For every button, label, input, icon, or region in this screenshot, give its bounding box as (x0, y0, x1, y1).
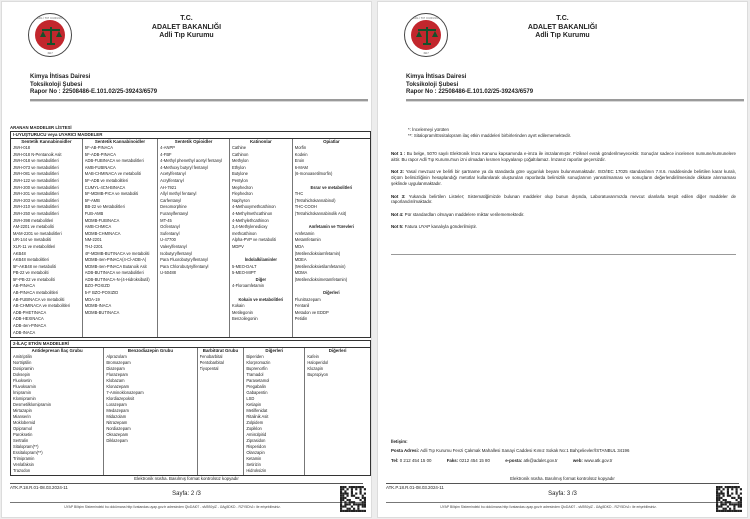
medicines-table-columns (10, 348, 371, 476)
substance-item: 5F-ADB ve metabolitleri (84, 177, 129, 183)
substance-item: ADB-INACA (13, 329, 36, 335)
substance-item: ADB-4en-PINACA (13, 323, 47, 329)
substance-item: Petidin (294, 316, 308, 322)
column-header: Sentetik Opioidler (174, 138, 213, 144)
letterhead-institution: Adli Tıp Kurumu (159, 32, 214, 40)
substance-item: Ketiapin (246, 402, 262, 408)
department-block (406, 74, 533, 97)
substance-item: AB-FUBINACA ve metaboliti (13, 296, 65, 302)
substance-item: Ethylon (231, 164, 246, 170)
report-no-line: Rapor No : 22508486-E.101.02/25-39243/6579 (406, 89, 534, 96)
note-label: Not 2: (391, 169, 406, 175)
substance-item: Carfentanyl (160, 197, 182, 203)
substance-item: Diazepam (106, 366, 125, 372)
substance-item: Metilegonin (231, 309, 253, 315)
note-paragraph: Not 5: Fatura UYAP kanalıyla gönderilmiştir. (391, 224, 477, 230)
note-label: Not 4: (391, 211, 405, 217)
substance-item: MDEA (294, 257, 307, 263)
substance-item: JWH-073 ve metabolitleri (13, 164, 59, 170)
table-column (230, 139, 293, 338)
substance-item: Flunitrazepam (294, 296, 321, 302)
substance-item: 3,4-Methylenedioxy (231, 224, 268, 230)
substance-item: Setirizin (246, 462, 261, 468)
substance-item: 4F-MDMB-BUTINACA ve metaboliti (84, 250, 150, 256)
substance-item: Risperidon (246, 444, 266, 450)
substance-item: 5-MEO-MIPT (231, 270, 257, 276)
substance-item: JWH-210 ve metabolitleri (13, 204, 59, 210)
substance-item: JWH-018 N-Pentanoik Asit (13, 151, 62, 157)
substance-item: MT-45 (160, 217, 172, 223)
footnotes (408, 127, 571, 139)
page-number: Sayfa: 2 /3 (172, 491, 201, 497)
department-line-1: Kimya İhtisas Dairesi (30, 74, 91, 80)
substance-item: Desomorphine (160, 204, 187, 210)
substance-item: Valerylfentanyl (160, 243, 187, 249)
substance-item: Klomipramin (13, 396, 36, 402)
substance-item: Eroin (294, 158, 305, 164)
substance-item: Mirtazapin (13, 408, 32, 414)
substance-item: ADB-HEXINACA (13, 316, 44, 322)
note-paragraph: Not 4: Pür standardları olmayan maddelere miktar verilememektedir. (391, 211, 525, 217)
substance-item: 5F-AMB (84, 197, 100, 203)
substance-item: Diğer (255, 276, 267, 282)
substance-item: Mianserin (13, 414, 31, 420)
table-column (158, 139, 230, 338)
footer-rule-bottom (386, 502, 739, 503)
contact-tel-label: Tel: (391, 458, 399, 463)
substance-item: Kafein (307, 354, 319, 360)
narcotics-table-columns (10, 139, 371, 339)
substance-item: Furanylfentanyl (160, 210, 189, 216)
substance-item: Nitrazepam (106, 420, 128, 426)
substance-item: Klordiazepoksit (106, 396, 135, 402)
substance-item: İndolalkilaminler (244, 257, 278, 263)
substance-item: Flephedron (231, 191, 253, 197)
substance-item: BZO-POXIZD (84, 283, 110, 289)
substance-item: Methylon (231, 158, 249, 164)
substance-item: MDMA (294, 270, 308, 276)
substance-item: MDMB-CHMINACA (84, 230, 121, 236)
substance-item: Amisülpirid (246, 432, 267, 438)
substance-item: CUMYL-4CN-BINACA (84, 184, 126, 190)
substance-item: U-47700 (160, 237, 176, 243)
substance-item: NM-2201 (84, 237, 102, 243)
substance-item: THJ-2201 (84, 243, 103, 249)
substance-item: Midazolam (106, 414, 127, 420)
substance-item: MDMB-4en-PINACA Butanoik Asit (84, 263, 147, 269)
letterhead-ministry: ADALET BAKANLIĞI (151, 23, 222, 31)
uyap-verification-line: UYAP Bilişim Sistemindeki bu dokümana http://vatandas.uyap.gov.tr adresinden QlcDAI07 - sM59JyiZ - lJAg5DKD - RZY5DhJ= ile erişebilirsiniz. (64, 505, 281, 509)
contact-tel: 0 212 454 15 00 (399, 458, 432, 463)
substance-item: JWH-201 ve metabolitleri (13, 191, 59, 197)
substance-item: Bromazepam (106, 360, 131, 366)
substance-item: Isobutyrylfentanyl (160, 250, 193, 256)
substance-item: 5-MEO-DALT (231, 263, 257, 269)
table-column (11, 139, 83, 338)
notes-block (391, 151, 736, 237)
substance-item: 4-Methoxymethcathinon (231, 204, 276, 210)
column-header: Barbitürat Grubu (202, 347, 239, 353)
substance-item: Hidroksizin (246, 468, 267, 474)
column-header: Diğerleri (265, 347, 284, 353)
substance-item: 4-Methyl phenethyl acetyl fentanyl (160, 158, 223, 164)
substance-item: Ocfentanyl (160, 224, 180, 230)
substance-item: 4-Methoxy butyryl fentanyl (160, 164, 208, 170)
substance-item: MDMB-4en-PINACA(4-Cl-ADB-A) (84, 257, 147, 263)
substance-item: Benzoilegonin (231, 316, 258, 322)
department-block (30, 74, 157, 97)
note-label: Not 5: (391, 224, 405, 230)
substance-item: 4-ANPP (160, 145, 175, 150)
substance-item: AMB-FUBINACA (84, 164, 116, 170)
substance-item: Butylone (231, 171, 248, 177)
header-rule (406, 99, 744, 102)
uyap-verification-line: UYAP Bilişim Sistemindeki bu dokümana http://vatandas.uyap.gov.tr adresinden QlcDAI07 - sM59JyiZ - lJAg5DKD - RZY5DhJ= ile erişebilirsiniz. (440, 505, 657, 509)
substance-item: Allyl methyl fentanyl (160, 191, 197, 197)
substance-item: Olanzapin (246, 450, 265, 456)
letterhead-tc: T.C. (556, 15, 569, 22)
substance-item: JWH-203 ve metabolitleri (13, 197, 59, 203)
notes-rule (391, 254, 736, 255)
report-no-line: Rapor No : 22508486-E.101.02/25-39243/6579 (30, 89, 158, 96)
substance-item: ADB-PHETINACA (13, 309, 47, 315)
logo-year: 1917 (47, 51, 53, 55)
substance-item: ADB-BUTINACA ve metabolitleri (84, 270, 144, 276)
substance-item: Zolpidem (246, 420, 264, 426)
substance-item: Pentylon (231, 177, 248, 183)
substance-item: JWH-018 (13, 145, 31, 150)
letterhead-tc: T.C. (180, 15, 193, 22)
substance-item: Tiyopental (199, 366, 219, 372)
substance-item: Pregabalin (246, 384, 266, 390)
footnote-single-star: *: İncelemeyi yürüten (408, 127, 449, 132)
substance-item: AB-PINACA metabolitleri (13, 290, 59, 296)
substance-item: Biperiden (246, 354, 264, 360)
substance-item: 5F-MDMB-PICA ve metaboliti (84, 191, 139, 197)
table-column (83, 139, 158, 338)
substance-item: Oksazepam (106, 432, 129, 438)
contact-address-label: Posta Adresi: (391, 448, 420, 453)
substance-item: Cathinon (231, 151, 249, 157)
column-header: Diğerleri (328, 347, 347, 353)
substance-item: Ritalinik Asit (246, 414, 269, 420)
column-header: Benzodiazepin Grubu (127, 347, 174, 353)
substance-item: Metilfenidat (246, 408, 268, 414)
column-header: Sentetik Kannabinoidler (21, 138, 72, 144)
letterhead-ministry: ADALET BAKANLIĞI (527, 23, 598, 31)
substance-item: Mephedron (231, 184, 253, 190)
substance-item: Medazepam (106, 408, 129, 414)
substance-item: 4-Methylmethcathinon (231, 210, 273, 216)
substance-item: Kokain (231, 303, 245, 309)
table-column (198, 348, 245, 475)
substance-item: BB-22 ve Metabolitleri (84, 204, 125, 210)
substance-item: (Tetrahidrokannabinolik Asit) (294, 210, 347, 216)
contact-web-label: web: (572, 458, 583, 463)
substance-item: AB-PINACA (13, 283, 36, 289)
substance-item: Zopiklon (246, 426, 262, 432)
table-column (11, 348, 104, 475)
substance-item: Klorpromazin (246, 360, 271, 366)
document-code: ATK.P.18.R.01-08.03.2024-11 (386, 485, 444, 490)
substance-item: LSD (246, 396, 255, 402)
substance-item: THC-COOH (294, 204, 317, 210)
substance-item: Fenobarbital (199, 354, 223, 360)
substance-item: MDA-19 (84, 296, 100, 302)
contact-fax-label: Faks: (446, 458, 459, 463)
report-page-3 (377, 1, 748, 518)
substance-item: Ziprasidon (246, 438, 266, 444)
department-line-2: Toksikoloji Şubesi (30, 81, 83, 88)
substance-item: MAB-CHMINACA ve metaboliti (84, 171, 141, 177)
substance-item: Flurazepam (106, 372, 128, 378)
substance-item: JWH-018 ve metabolitleri (13, 158, 59, 164)
substance-item: Klonazepam (106, 384, 130, 390)
narcotics-table-title: I-UYUŞTURUCU veya UYARICI MADDELER (10, 131, 371, 139)
logo-ring-text: ADLİ TIP KURUMU (37, 15, 63, 20)
substance-item: Acrylfentanyl (160, 177, 184, 183)
substance-item: Metamfetamin (294, 237, 321, 243)
substance-item: AM-2201 ve metaboliti (13, 224, 54, 230)
header-rule (30, 99, 368, 102)
substance-item: Tramadol (246, 372, 264, 378)
column-header: Sentetik Kannabinoidler (94, 138, 146, 144)
substance-item: (6-monoasetilmorfin) (294, 171, 333, 177)
medicines-table (10, 340, 371, 476)
letterhead (378, 15, 747, 41)
substance-item: Kodein (294, 151, 308, 157)
datamatrix-code-icon (716, 486, 742, 512)
table-column (104, 348, 197, 475)
substance-item: methcathinon (231, 230, 257, 236)
substance-item: Acetylfentanyl (160, 171, 186, 177)
substance-item: MDA (294, 243, 304, 249)
letterhead-institution: Adli Tıp Kurumu (535, 32, 590, 40)
electronic-copy-note: Elektronik nüsha. Basılmış format kontrolsüz kopyadır (134, 476, 239, 481)
medicines-table-title: 2-İLAÇ ETKİN MADDELERİ (10, 340, 371, 348)
substance-item: 5F-AKB48 ve metaboliti (13, 263, 57, 269)
substance-item: Buprenorfin (246, 366, 268, 372)
substance-item: Sertralin (13, 438, 29, 444)
substance-item: 4-FBF (160, 151, 172, 157)
logo-year: 1917 (423, 51, 429, 55)
footnote-double-star: **: Sitalopram/Essitalopram ilaç etkin maddeleri birbirlerinden ayırt edilememektedir. (408, 133, 572, 138)
contact-email: atk@adalet.gov.tr (523, 458, 558, 463)
substance-item: Bupropiyon (307, 372, 329, 378)
substance-item: (Metilendioksietilamfetamin) (294, 263, 346, 269)
footer-rule-top (386, 483, 739, 484)
page-number: Sayfa: 3 /3 (548, 491, 577, 497)
report-page-2 (1, 1, 372, 518)
substance-item: Desmetilklomipramin (13, 402, 51, 408)
substance-item: Gabapentin (246, 390, 268, 396)
substance-item: Parasetamol (246, 378, 270, 384)
substance-item: Trimipramin (13, 456, 35, 462)
note-paragraph: Not 3: Yukarıda belirtilen Listeler; Sistematiğimizde bulunan maddeler olup bunun dışında, Laboratuvarımızda mevcut olanlarla tespit edilen diğer maddeler de raporlandırılmaktadır. (391, 193, 736, 205)
substance-item: Paroksetin (13, 432, 33, 438)
substance-item: Para Fluorobutyrylfentanyl (160, 257, 208, 263)
substance-item: Moklobemid (13, 420, 36, 426)
table-column (293, 139, 370, 338)
substance-item: Doksepin (13, 372, 31, 378)
column-header: Antidepresan İlaç Grubu (31, 347, 83, 353)
column-header: Opiatlar (323, 138, 340, 144)
substance-item: Sitalopram(**) (13, 444, 39, 450)
substance-item: ADB-FUBINACA ve metabolitleri (84, 158, 144, 164)
substance-item: (Tetrahidrokannabinol) (294, 197, 336, 203)
contact-block (391, 439, 736, 468)
substance-item: 4-Methylethcathinon (231, 217, 269, 223)
substance-item: MAM-2201 ve metabolitleri (13, 230, 62, 236)
substance-item: MDMB-BUTINACA (84, 309, 120, 315)
substance-item: Kokain ve metabolitleri (238, 296, 284, 302)
substance-item: Lorazepam (106, 402, 127, 408)
substance-item: Metadon ve EDDP (294, 309, 329, 315)
substance-item: Amfetamin (294, 230, 315, 236)
substance-item: JWH-250 ve metabolitleri (13, 210, 59, 216)
substance-item: AMB-CHMICA (84, 224, 112, 230)
department-line-1: Kimya İhtisas Dairesi (406, 74, 467, 80)
substance-item: Naphyron (231, 197, 250, 203)
substance-item: Fluvoksamin (13, 384, 36, 390)
substance-item: Fluoksetin (13, 378, 32, 384)
substance-item: (Metilendioksimetamfetamin) (294, 276, 348, 282)
substance-item: U-50488 (160, 270, 176, 276)
substance-item: Nortriptilin (13, 360, 32, 366)
substance-item: Ketamin (246, 456, 262, 462)
substance-item: Fentanil (294, 303, 310, 309)
substance-item: Diğerleri (323, 290, 340, 296)
substance-item: MDPV (231, 243, 244, 249)
substance-item: AB-CHMINACA ve metabolitleri (13, 303, 71, 309)
table-column (244, 348, 305, 475)
substance-item: 7-Aminoklonazepam (106, 390, 144, 396)
substance-item: 4-Floroamfetamin (231, 283, 265, 289)
substance-item: Haloperidol (307, 360, 329, 366)
document-code: ATK.P.18.R.01-08.03.2024-11 (10, 485, 68, 490)
note-label: Not 1 : (391, 151, 407, 156)
substance-item: Cathine (231, 145, 247, 150)
substance-item: Trazodon (13, 468, 31, 474)
department-line-2: Toksikoloji Şubesi (406, 81, 459, 88)
substance-item: Opipramol (13, 426, 32, 432)
substance-item: MDMB-INACA (84, 303, 112, 309)
substance-item: Nordiazepam (106, 426, 131, 432)
substance-item: ADB-BUTINACA-N-(4-Hidroksibutil) (84, 276, 150, 282)
substance-item: Essitalopram(**) (13, 450, 43, 456)
contact-title: İletişim: (391, 439, 408, 444)
contact-fax: 0212 454 15 80 (459, 458, 490, 463)
substance-item: Esrar ve metabolitleri (310, 184, 353, 190)
table-column (305, 348, 370, 475)
substance-item: 5F-PB-22 ve metaboliti (13, 276, 55, 282)
substance-item: Amfetamin ve Türevleri (308, 224, 354, 230)
searched-substances-title: ARANAN MADDELER LİSTESİ (10, 125, 72, 130)
substance-item: Pentobarbital (199, 360, 224, 366)
substance-item: FUB-AMB (84, 210, 104, 216)
note-paragraph: Not 1 : Bu belge, 5070 sayılı Elektronik İmza Kanunu kapsamında e-imza ile imzalanmıştır. Fiziksel evrak gönderilmeyecektir. Sonuçlar sadece incelenen numune/numunelere aittir. Bu rapor Adli Tıp Kurumu'nun izni olmadan kısmen kopyalanıp çoğaltılamaz. İmzasız raporlar geçersizdir. (391, 151, 736, 162)
substance-item: Para Chlorobutyrylfentanyl (160, 263, 209, 269)
substance-item: Klobazam (106, 378, 125, 384)
electronic-copy-note: Elektronik nüsha. Basılmış format kontrolsüz kopyadır (510, 476, 615, 481)
contact-address-line (391, 448, 736, 454)
footer-rule-top (10, 483, 363, 484)
substance-item: Sufentanyl (160, 230, 180, 236)
substance-item: JWH-122 ve metabolitleri (13, 177, 59, 183)
substance-item: İmipramin (13, 390, 31, 396)
datamatrix-code-icon (340, 486, 366, 512)
substance-item: JWH-398 metabolitleri (13, 217, 54, 223)
substance-item: Dosipramin (13, 366, 34, 372)
narcotics-table (10, 131, 371, 338)
substance-item: Morfin (294, 145, 307, 150)
substance-item: 5F-AB-PINACA (84, 145, 114, 150)
substance-item: Alprazolam (106, 354, 127, 360)
substance-item: PB-22 ve metaboliti (13, 270, 49, 276)
letterhead (2, 15, 371, 41)
substance-item: (Metilendioksiamfetamin) (294, 250, 341, 256)
contact-address: Adli Tıp Kurumu Fevzi Çakmak Mahallesi Sanayi Caddesi Kımız Sokak No:1 Bahçelievler/İSTANBUL 34196 (420, 448, 630, 453)
substance-item: AH-7921 (160, 184, 177, 190)
substance-item: 5-F BZO-POXIZID (84, 290, 119, 296)
contact-phone-line (391, 458, 736, 464)
contact-web: www.atk.gov.tr (584, 458, 613, 463)
note-paragraph: Not 2: Yasal mevzuat ve belirli bir şartname ya da standarda göre uygunluk beyanı bulunmamaktadır. ISO/IEC 17025 standardının 7.8.6. maddesinde belirtilen karar kuralı, ölçüm belirsizliğinin hesaplandığı metotlar kullanılarak oluşturulan raporlarda belirsizlik sonuçlarının yansıtılmaması ve sonuçların değerlendirilmesinde dikkate alınmaması şeklinde uygulanmaktadır. (391, 169, 736, 187)
substance-item: 5F-ADB-PINACA (84, 151, 116, 157)
column-header: Katinonlar (250, 138, 272, 144)
substance-item: Venlafaksin (13, 462, 34, 468)
note-label: Not 3: (391, 193, 409, 199)
substance-tables (10, 131, 371, 478)
substance-item: JWH-200 ve metabolitleri (13, 184, 59, 190)
substance-item: THC (294, 191, 304, 197)
substance-item: Klozapin (307, 366, 324, 372)
logo-ring-text: ADLİ TIP KURUMU (413, 15, 439, 20)
substance-item: JWH-081 ve metabolitleri (13, 171, 59, 177)
substance-item: AKB48 (13, 250, 26, 256)
substance-item: Diklazepam (106, 438, 128, 444)
substance-item: Amitriptilin (13, 354, 32, 360)
substance-item: MDMB-FUBINACA (84, 217, 120, 223)
footer-rule-bottom (10, 502, 363, 503)
substance-item: Alpha-PVP ve metaboliti (231, 237, 277, 243)
substance-item: XLR-11 ve metabolitleri (13, 243, 56, 249)
substance-item: AKB48 metabolitleri (13, 257, 49, 263)
contact-email-label: e-posta: (505, 458, 523, 463)
substance-item: UR-144 ve metaboliti (13, 237, 52, 243)
substance-item: 6-MAM (294, 164, 308, 170)
